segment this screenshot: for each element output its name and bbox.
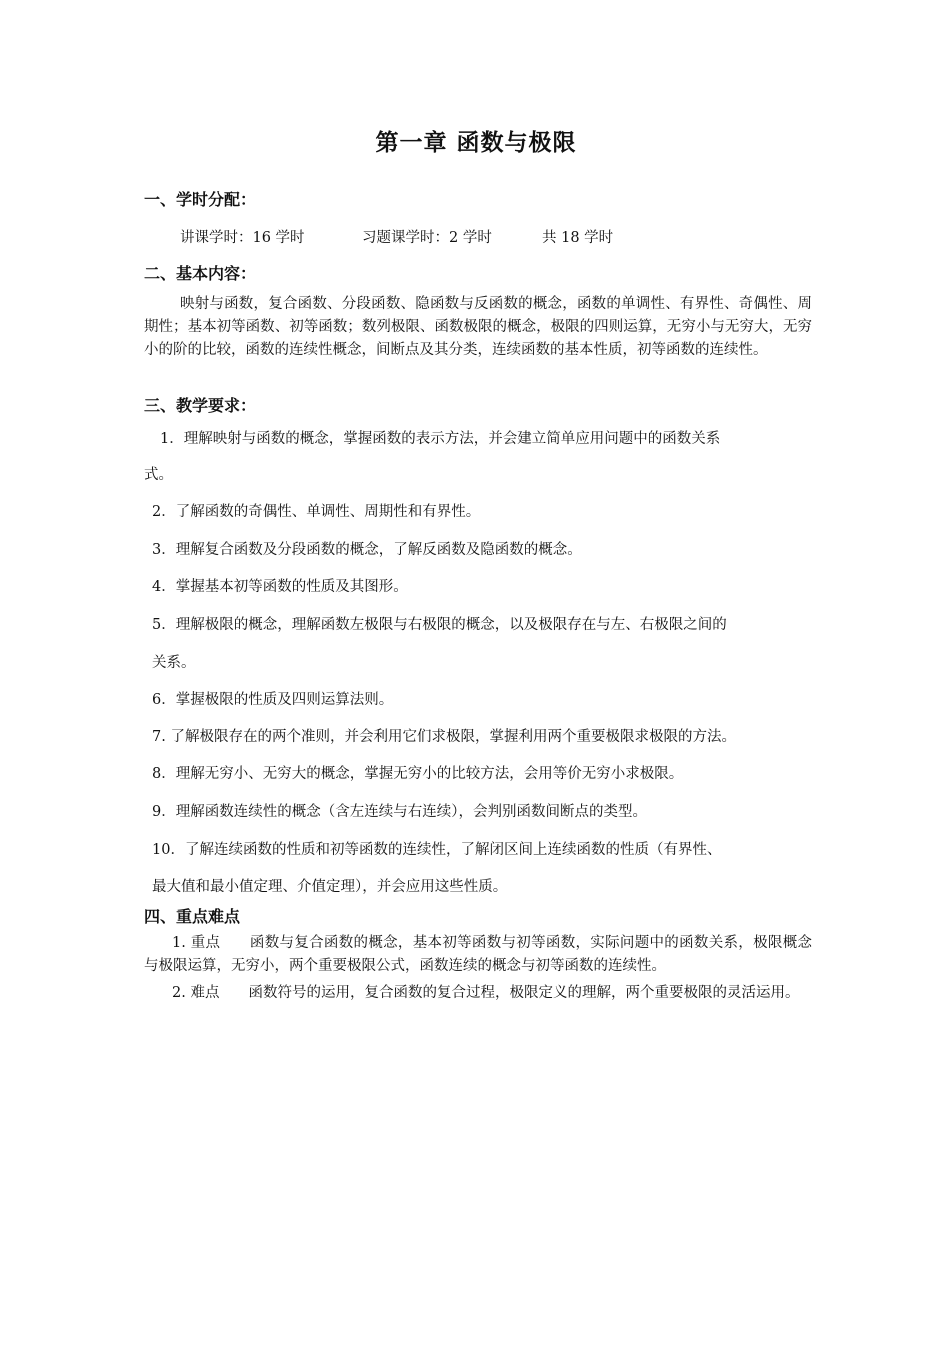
requirement-item: 最大值和最小值定理、介值定理），并会应用这些性质。 xyxy=(152,879,508,895)
exercise-hours: 习题课学时：2 学时 xyxy=(362,230,492,246)
requirement-item: 3．理解复合函数及分段函数的概念，了解反函数及隐函数的概念。 xyxy=(152,542,582,558)
requirement-item: 关系。 xyxy=(152,655,196,671)
requirement-item: 式。 xyxy=(144,467,173,483)
lecture-hours: 讲课学时：16 学时 xyxy=(180,230,305,246)
difficult-points-paragraph: 2. 难点 函数符号的运用，复合函数的复合过程，极限定义的理解，两个重要极限的灵活运用。 xyxy=(172,985,800,1001)
requirement-item: 2．了解函数的奇偶性、单调性、周期性和有界性。 xyxy=(152,504,481,520)
chapter-title: 第一章 函数与极限 xyxy=(375,130,577,156)
requirement-item: 9．理解函数连续性的概念（含左连续与右连续），会判别函数间断点的类型。 xyxy=(152,804,647,820)
section-heading-requirements: 三、教学要求： xyxy=(144,396,257,415)
requirement-item: 8．理解无穷小、无穷大的概念，掌握无穷小的比较方法，会用等价无穷小求极限。 xyxy=(152,766,684,782)
requirement-item: 4．掌握基本初等函数的性质及其图形。 xyxy=(152,579,408,595)
section-heading-key-points: 四、重点难点 xyxy=(144,907,241,926)
requirement-item: 6．掌握极限的性质及四则运算法则。 xyxy=(152,692,394,708)
requirement-item: 10．了解连续函数的性质和初等函数的连续性，了解闭区间上连续函数的性质（有界性、 xyxy=(152,842,722,858)
requirement-item: 5．理解极限的概念，理解函数左极限与右极限的概念，以及极限存在与左、右极限之间的 xyxy=(152,617,727,633)
requirement-item: 1．理解映射与函数的概念，掌握函数的表示方法，并会建立简单应用问题中的函数关系 xyxy=(160,431,721,447)
basic-content-paragraph: 映射与函数，复合函数、分段函数、隐函数与反函数的概念，函数的单调性、有界性、奇偶性、周期性；基本初等函数、初等函数；数列极限、函数极限的概念，极限的四则运算，无穷小与无穷大，无穷小的阶的比较，函数的连续性概念，间断点及其分类，连续函数的基本性质，初等函数的连续性。 xyxy=(144,296,812,358)
total-hours: 共 18 学时 xyxy=(542,230,614,246)
section-heading-content: 二、基本内容： xyxy=(144,264,257,283)
key-points-paragraph: 1. 重点 函数与复合函数的概念，基本初等函数与初等函数，实际问题中的函数关系，极限概念与极限运算，无穷小，两个重要极限公式，函数连续的概念与初等函数的连续性。 xyxy=(144,935,812,974)
requirement-item: 7. 了解极限存在的两个准则，并会利用它们求极限，掌握利用两个重要极限求极限的方法。 xyxy=(152,729,736,745)
section-heading-hours: 一、学时分配： xyxy=(144,190,257,209)
